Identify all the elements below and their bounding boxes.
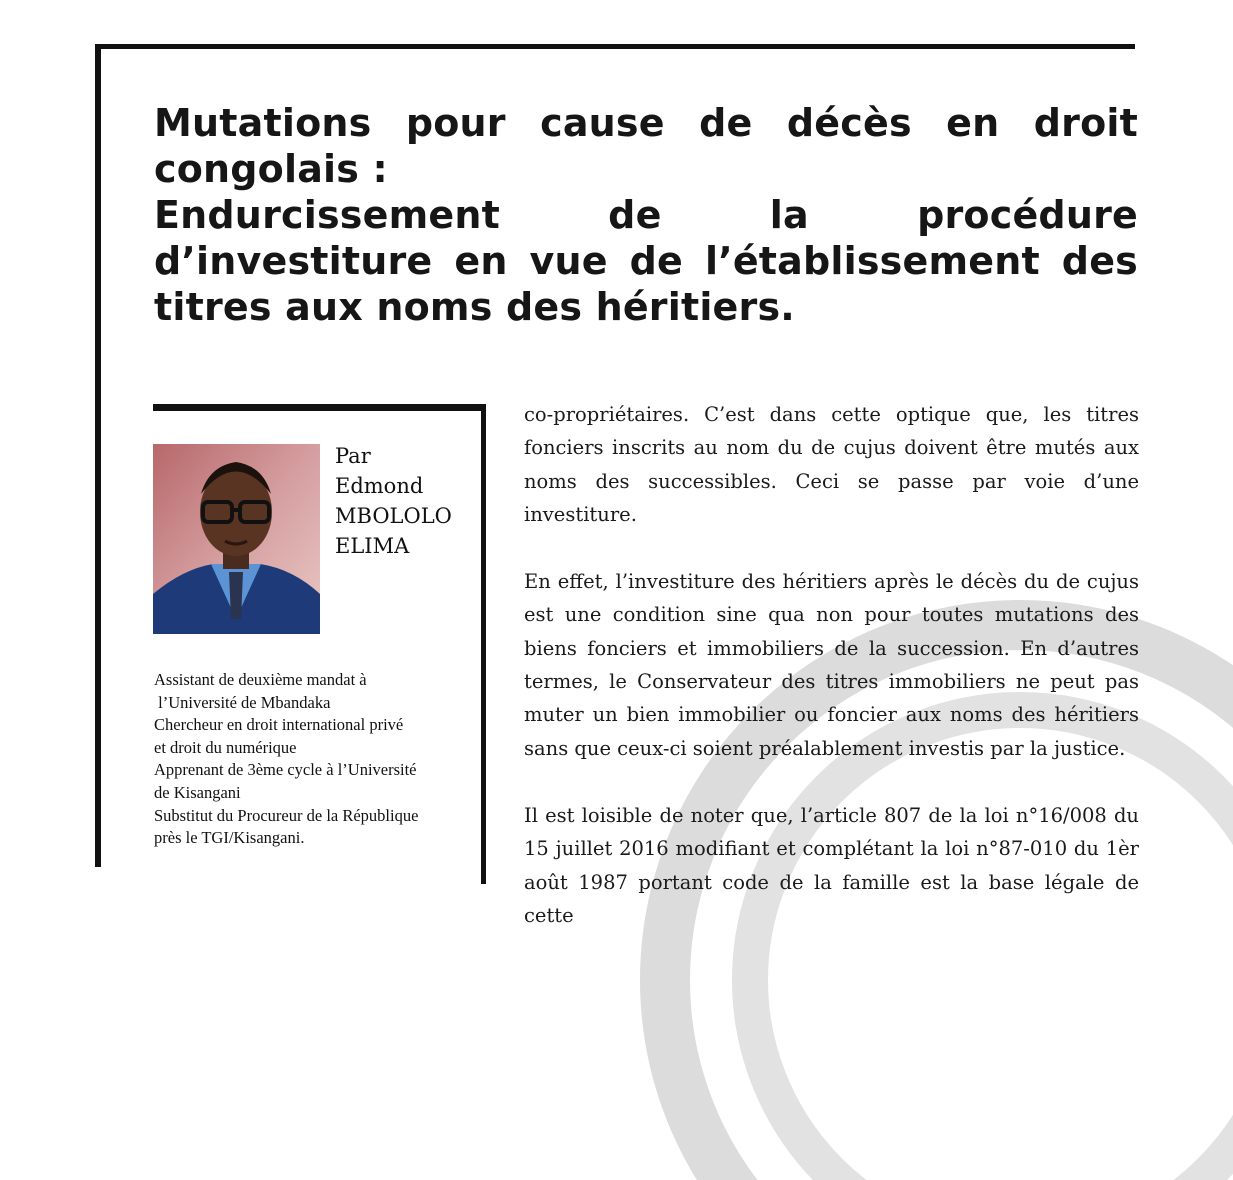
author-photo [153, 444, 320, 634]
bio-line: Substitut du Procureur de la République [154, 805, 419, 825]
bio-line: Chercheur en droit international privé [154, 715, 404, 735]
body-paragraph: En effet, l’investiture des héritiers après le décès du de cujus est une condition sine qua non pour toutes mutations des biens fonciers et immobiliers de la succession. En d’autres termes, le Conservateur des titres immobiliers ne peut pas muter un bien immobilier ou foncier aux noms des héritiers sans que ceux-ci soient préalablement investis par la justice. [524, 570, 1139, 760]
article-title-line-2: Endurcissement de la procédure d’investiture en vue de l’établissement des titres aux noms des héritiers. [154, 193, 1138, 329]
bio-line: Apprenant de 3ème cycle à l’Université [154, 760, 417, 780]
byline-line: MBOLOLO [335, 504, 452, 528]
body-paragraph: Il est loisible de noter que, l’article 807 de la loi n°16/008 du 15 juillet 2016 modifiant et complétant la loi n°87-010 du 1èr août 1987 portant code de la famille est la base légale de cette [524, 803, 1139, 927]
author-portrait-image [153, 444, 320, 634]
bio-line: et droit du numérique [154, 737, 297, 757]
byline-line: Edmond [335, 474, 424, 498]
page-frame-left-border [95, 44, 101, 867]
article-title-line-1: Mutations pour cause de décès en droit congolais : [154, 101, 1138, 191]
byline-line: ELIMA [335, 534, 410, 558]
bio-line: Assistant de deuxième mandat à [154, 670, 367, 689]
author-bio [154, 669, 474, 850]
page-frame-top-border [95, 44, 1135, 49]
bio-line: près le TGI/Kisangani. [154, 828, 305, 848]
body-paragraph: co-propriétaires. C’est dans cette optique que, les titres fonciers inscrits au nom du de cujus doivent être mutés aux noms des successibles. Ceci se passe par voie d’une investiture. [524, 403, 1139, 526]
byline-line: Par [335, 444, 371, 468]
article-body [524, 398, 1139, 966]
bio-line: de Kisangani [154, 782, 241, 802]
author-byline [335, 441, 475, 561]
bio-line: l’Université de Mbandaka [154, 692, 331, 712]
article-title [154, 100, 1138, 330]
